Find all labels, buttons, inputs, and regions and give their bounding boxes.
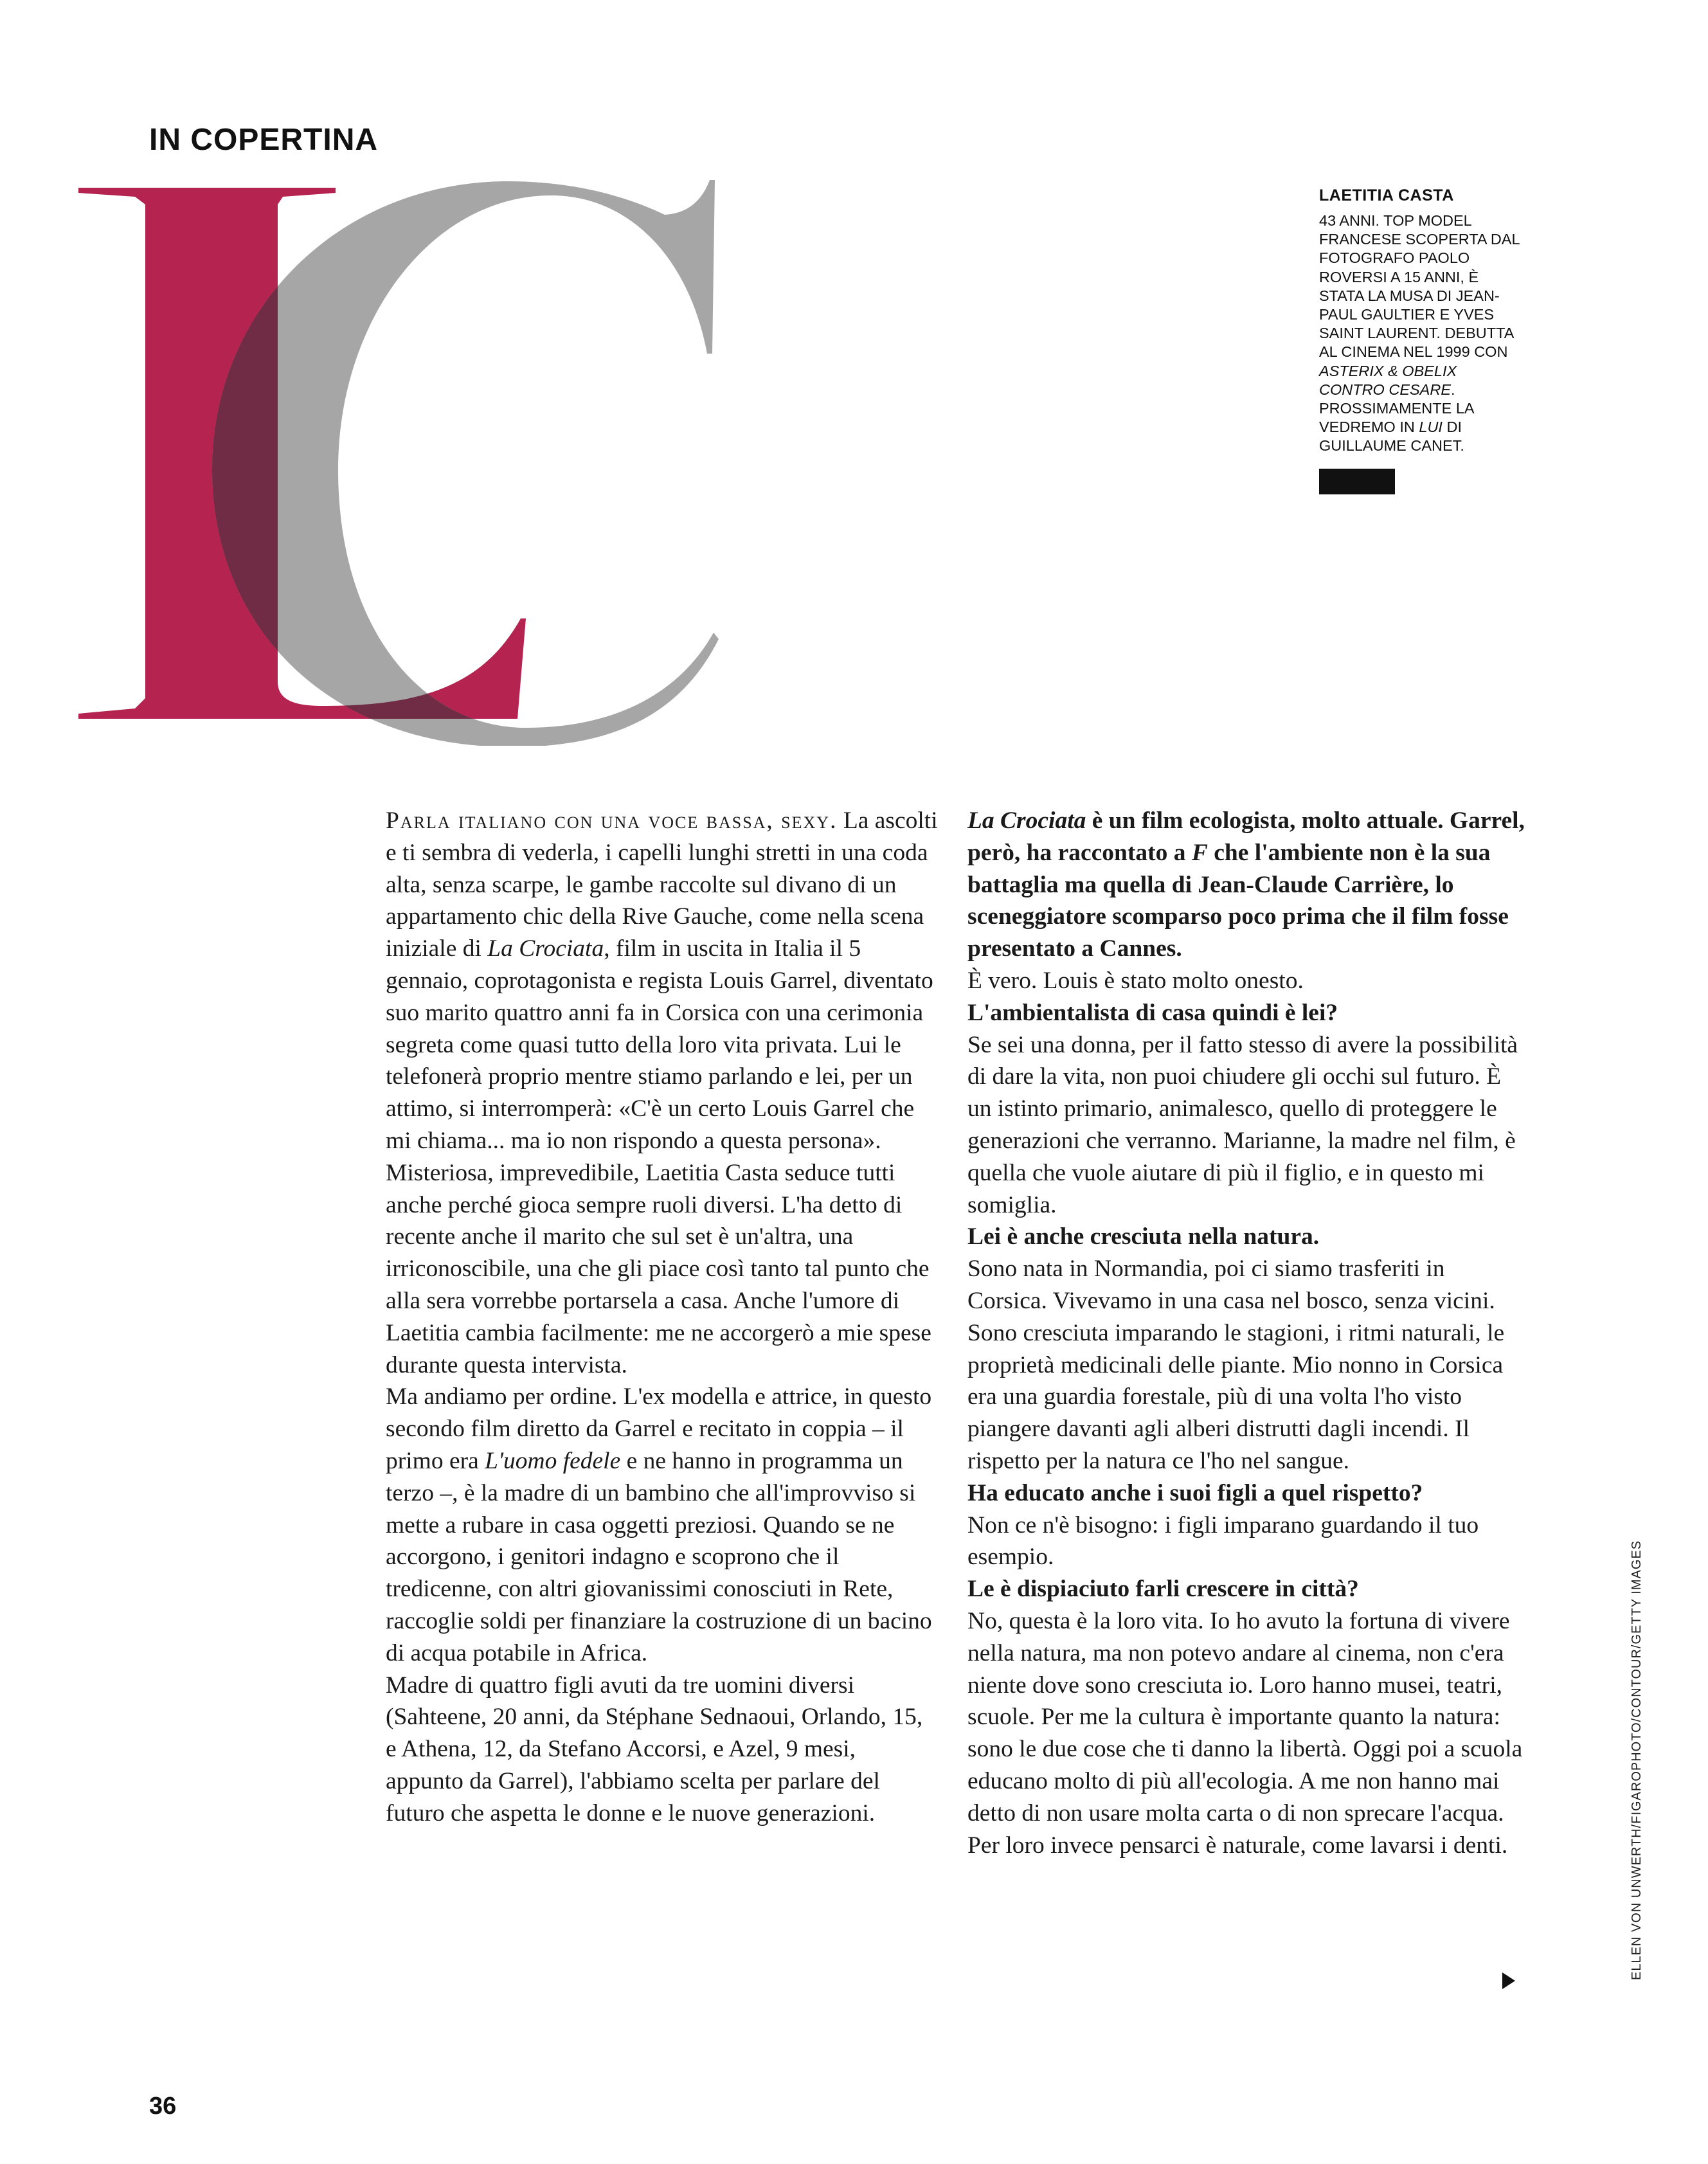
interview-answer: No, questa è la loro vita. Io ho avuto la fortuna di vivere nella natura, ma non potevo andare al cinema, non c'era niente dove sono cresciuta io. Loro hanno musei, teatri, scuole. Per me la cultura è importante quanto la natura: sono le due cose che ti danno la libertà. Oggi poi a scuola educano molto di più all'ecologia. A me non hanno mai detto di non usare molta carta o di non sprecare l'acqua. Per loro invece pensarci è naturale, come lavarsi i denti.: [967, 1607, 1523, 1859]
film-title: La Crociata: [487, 935, 604, 962]
article-paragraph: Madre di quattro figli avuti da tre uomini diversi (Sahteene, 20 anni, da Stéphane Sednaoui, Orlando, 15, e Athena, 12, da Stefano Accorsi, e Azel, 9 mesi, appunto da Garrel), l'abbiamo scelta per parlare del futuro che aspetta le donne e le nuove generazioni.: [386, 1672, 923, 1826]
lc-monogram-logo: [71, 167, 752, 746]
sidebar-bio-part: 43 ANNI. TOP MODEL FRANCESE SCOPERTA DAL FOTOGRAFO PAOLO ROVERSI A 15 ANNI, È STATA LA MUSA DI JEAN-PAUL GAULTIER E YVES SAINT LAURENT. DEBUTTA AL CINEMA NEL 1999 CON: [1319, 212, 1520, 361]
article-paragraph: [386, 805, 939, 1157]
article-column-right: [967, 805, 1527, 1861]
page-number: 36: [149, 2093, 177, 2120]
article-column-left: [386, 805, 939, 1830]
interview-answer: Se sei una donna, per il fatto stesso di avere la possibilità di dare la vita, non puoi chiudere gli occhi sul futuro. È un istinto primario, animalesco, quello di proteggere le generazioni che verranno. Marianne, la madre nel film, è quella che vuole aiutare di più il figlio, e in questo mi somiglia.: [967, 1031, 1518, 1218]
sidebar-film-title: LUI: [1419, 419, 1443, 436]
film-title: L'uomo fedele: [485, 1447, 621, 1474]
interview-question: Lei è anche cresciuta nella natura.: [967, 1223, 1320, 1250]
paragraph-text: La ascolti e ti sembra di vederla, i capelli lunghi stretti in una coda alta, senza scarpe, le gambe raccolte sul divano di un appartamento chic della Rive Gauche, come nella scena iniziale di: [386, 807, 938, 962]
interview-question: Ha educato anche i suoi figli a quel rispetto?: [967, 1479, 1423, 1506]
interview-question: Le è dispiaciuto farli crescere in città?: [967, 1576, 1359, 1603]
interview-answer: Non ce n'è bisogno: i figli imparano guardando il tuo esempio.: [967, 1511, 1479, 1571]
sidebar-bio-part: . PROSSIMAMENTE LA VEDREMO IN: [1319, 381, 1474, 436]
magazine-name: F: [1191, 839, 1208, 866]
sidebar-bio: [1319, 212, 1525, 456]
photo-credit: ELLEN VON UNWERTH/FIGAROPHOTO/CONTOUR/GETTY IMAGES: [1630, 1540, 1644, 1980]
sidebar-name: LAETITIA CASTA: [1319, 186, 1454, 204]
section-label: IN COPERTINA: [149, 123, 379, 157]
question-text: è un film ecologista, molto attuale. Garrel, però, ha raccontato a: [967, 807, 1525, 866]
paragraph-text: Ma andiamo per ordine. L'ex modella e attrice, in questo secondo film diretto da Garrel e recitato in coppia – il primo era: [386, 1384, 932, 1474]
paragraph-text: , film in uscita in Italia il 5 gennaio, coprotagonista e regista Louis Garrel, diventato suo marito quattro anni fa in Corsica con una cerimonia segreta come quasi tutto della loro vita privata. Lui le telefonerà proprio mentre stiamo parlando e lei, per un attimo, si interromperà: «C'è un certo Louis Garrel che mi chiama... ma io non rispondo a questa persona».: [386, 935, 933, 1154]
lead-in: Parla italiano con una voce bassa, sexy.: [386, 807, 838, 834]
paragraph-text: e ne hanno in programma un terzo –, è la madre di un bambino che all'improvviso si mette a rubare in casa oggetti preziosi. Quando se ne accorgono, i genitori indagno e scoprono che il tredicenne, con altri giovanissimi conosciuti in Rete, raccoglie soldi per finanziare la costruzione di un bacino di acqua potabile in Africa.: [386, 1447, 932, 1666]
interview-answer: Sono nata in Normandia, poi ci siamo trasferiti in Corsica. Vivevamo in una casa nel bosco, senza vicini. Sono cresciuta imparando le stagioni, i ritmi naturali, le proprietà medicinali delle piante. Mio nonno in Corsica era una guardia forestale, più di una volta l'ho visto piangere davanti agli alberi distrutti dagli incendi. Il rispetto per la natura ce l'ho nel sangue.: [967, 1256, 1505, 1474]
sidebar-bio-part: DI GUILLAUME CANET.: [1319, 419, 1464, 455]
interview-question: [967, 805, 1527, 965]
monogram-letter-c: [212, 180, 719, 746]
interview-answer: È vero. Louis è stato molto onesto.: [967, 967, 1304, 994]
continue-arrow-icon: [1502, 1972, 1515, 1989]
sidebar-end-bar: [1319, 469, 1395, 494]
sidebar-film-title: ASTERIX & OBELIX CONTRO CESARE: [1319, 362, 1457, 398]
film-title: La Crociata: [967, 807, 1086, 834]
question-text: che l'ambiente non è la sua battaglia ma quella di Jean-Claude Carrière, lo sceneggiatore scomparso poco prima che il film fosse presentato a Cannes.: [967, 839, 1509, 962]
profile-sidebar: [1319, 186, 1525, 494]
article-paragraph: Misteriosa, imprevedibile, Laetitia Casta seduce tutti anche perché gioca sempre ruoli diversi. L'ha detto di recente anche il marito che sul set è un'altra, una irriconoscibile, una che gli piace così tanto tal punto che alla sera vorrebbe portarsela a casa. Anche l'umore di Laetitia cambia facilmente: me ne accorgerò a mie spese durante questa intervista.: [386, 1159, 931, 1378]
interview-question: L'ambientalista di casa quindi è lei?: [967, 999, 1338, 1026]
article-paragraph: [386, 1381, 939, 1669]
